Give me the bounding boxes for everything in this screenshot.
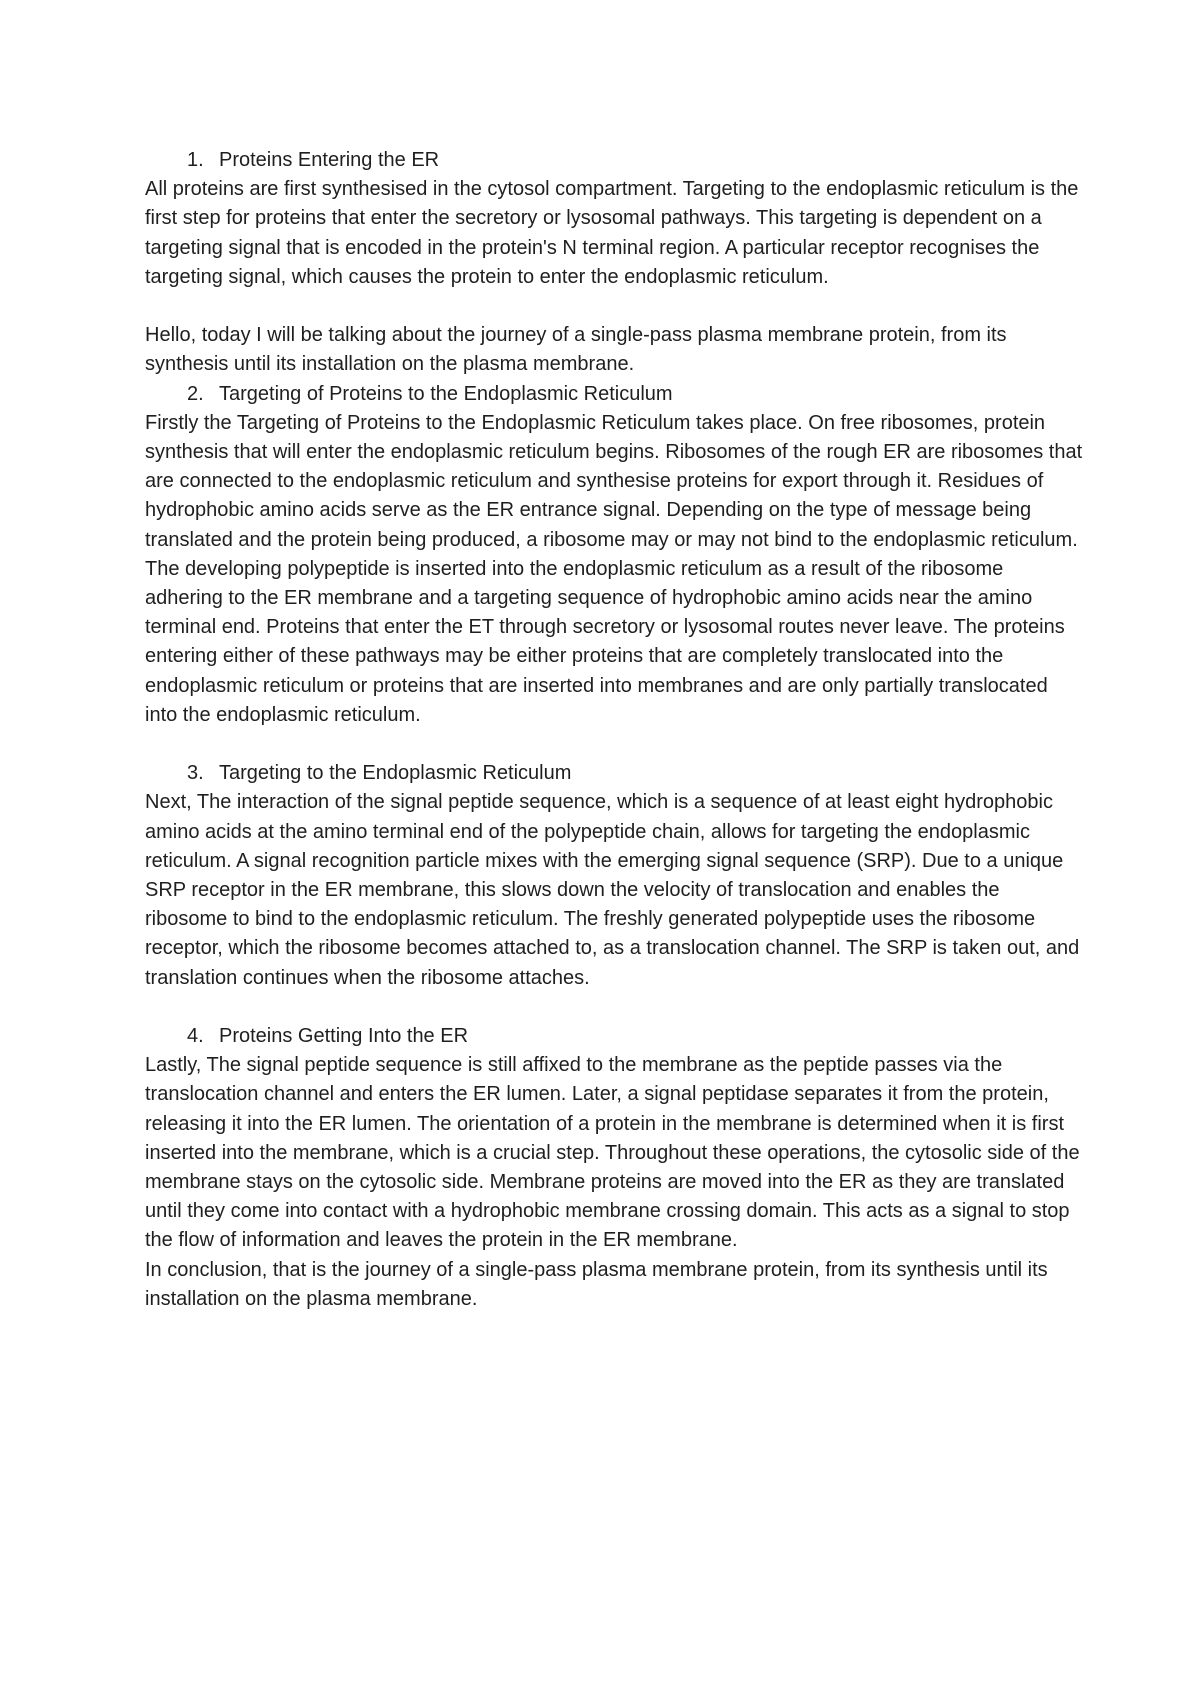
section-1-number: 1. <box>187 149 204 171</box>
conclusion-paragraph: In conclusion, that is the journey of a single-pass plasma membrane protein, from its synthesis until its installation on the plasma membrane. <box>145 1258 1048 1310</box>
paragraph-gap <box>145 730 1085 759</box>
section-3-heading <box>145 759 1085 788</box>
section-1-body: All proteins are first synthesised in the cytosol compartment. Targeting to the endoplasmic reticulum is the first step for proteins that enter the secretory or lysosomal pathways. This targeting is dependent on a targeting signal that is encoded in the protein's N terminal region. A particular receptor recognises the targeting signal, which causes the protein to enter the endoplasmic reticulum. <box>145 178 1079 288</box>
section-1-title: Proteins Entering the ER <box>219 149 440 171</box>
section-4-heading <box>145 1022 1085 1051</box>
section-2-body: Firstly the Targeting of Proteins to the Endoplasmic Reticulum takes place. On free ribosomes, protein synthesis that will enter the endoplasmic reticulum begins. Ribosomes of the rough ER are ribosomes that are connected to the endoplasmic reticulum and synthesise proteins for export through it. Residues of hydrophobic amino acids serve as the ER entrance signal. Depending on the type of message being translated and the protein being produced, a ribosome may or may not bind to the endoplasmic reticulum. The developing polypeptide is inserted into the endoplasmic reticulum as a result of the ribosome adhering to the ER membrane and a targeting sequence of hydrophobic amino acids near the amino terminal end. Proteins that enter the ET through secretory or lysosomal routes never leave. The proteins entering either of these pathways may be either proteins that are completely translocated into the endoplasmic reticulum or proteins that are inserted into membranes and are only partially translocated into the endoplasmic reticulum. <box>145 411 1083 726</box>
paragraph-gap <box>145 993 1085 1022</box>
section-4-number: 4. <box>187 1025 204 1048</box>
section-2-title: Targeting of Proteins to the Endoplasmic Reticulum <box>219 382 673 405</box>
section-2-heading <box>145 380 1085 409</box>
section-4-body: Lastly, The signal peptide sequence is still affixed to the membrane as the peptide passes via the translocation channel and enters the ER lumen. Later, a signal peptidase separates it from the protein, releasing it into the ER lumen. The orientation of a protein in the membrane is determined when it is first inserted into the membrane, which is a crucial step. Throughout these operations, the cytosolic side of the membrane stays on the cytosolic side. Membrane proteins are moved into the ER as they are translated until they come into contact with a hydrophobic membrane crossing domain. This acts as a signal to stop the flow of information and leaves the protein in the ER membrane. <box>145 1054 1080 1252</box>
document-page <box>145 146 1085 1314</box>
section-1-heading <box>145 146 1085 175</box>
section-3-title: Targeting to the Endoplasmic Reticulum <box>219 762 572 785</box>
section-4-title: Proteins Getting Into the ER <box>219 1025 469 1048</box>
section-2-number: 2. <box>187 382 204 405</box>
section-3-body: Next, The interaction of the signal peptide sequence, which is a sequence of at least eight hydrophobic amino acids at the amino terminal end of the polypeptide chain, allows for targeting the endoplasmic reticulum. A signal recognition particle mixes with the emerging signal sequence (SRP). Due to a unique SRP receptor in the ER membrane, this slows down the velocity of translocation and enables the ribosome to bind to the endoplasmic reticulum. The freshly generated polypeptide uses the ribosome receptor, which the ribosome becomes attached to, as a translocation channel. The SRP is taken out, and translation continues when the ribosome attaches. <box>145 791 1080 989</box>
paragraph-gap <box>145 292 1085 321</box>
section-3-number: 3. <box>187 762 204 785</box>
intro-paragraph: Hello, today I will be talking about the journey of a single-pass plasma membrane protein, from its synthesis until its installation on the plasma membrane. <box>145 324 1007 376</box>
